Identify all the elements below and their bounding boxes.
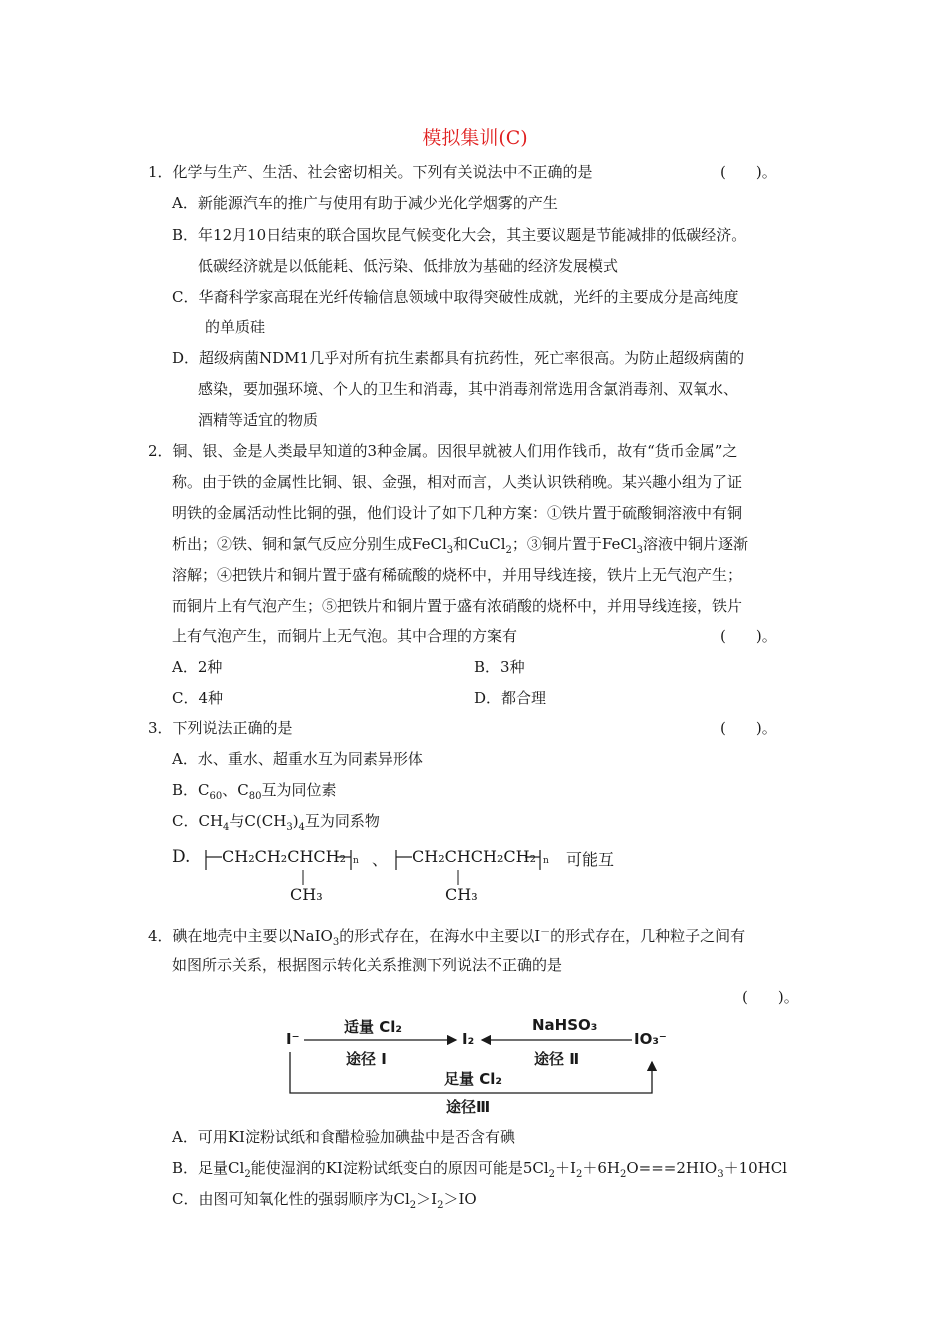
- answer-blank: ( )。: [720, 163, 777, 181]
- q2-line4-part4: 溶液中铜片逐渐: [643, 535, 749, 553]
- text: ＞I: [416, 1190, 438, 1208]
- subscript: 2: [409, 1200, 417, 1211]
- text: B．足量Cl: [172, 1159, 245, 1177]
- path-1-label: 途径 Ⅰ: [346, 1050, 387, 1068]
- species-iodine: I₂: [462, 1030, 475, 1048]
- q4-option-a: A．可用KI淀粉试纸和食醋检验加碘盐中是否含有碘: [172, 1128, 515, 1146]
- q2-line4-part3: ；③铜片置于FeCl: [511, 535, 637, 553]
- subscript: 3: [446, 545, 454, 556]
- q1-stem: 1．化学与生产、生活、社会密切相关。下列有关说法中不正确的是: [148, 163, 593, 181]
- q3-stem: 3．下列说法正确的是: [148, 719, 293, 737]
- species-iodate: IO₃⁻: [634, 1030, 667, 1048]
- polymer-1-n: n: [353, 856, 359, 866]
- path-3-label: 途径Ⅲ: [446, 1098, 491, 1116]
- text: 4．碘在地壳中主要以NaIO: [148, 927, 333, 945]
- text: 的形式存在，几种粒子之间有: [550, 927, 746, 945]
- text: ＋10HCl: [723, 1159, 788, 1177]
- q3-option-c: [172, 810, 380, 833]
- q2-line5: 溶解；④把铁片和铜片置于盛有稀硫酸的烧杯中，并用导线连接，铁片上无气泡产生；: [172, 566, 743, 584]
- text: ＋I: [555, 1159, 576, 1177]
- q2-line2: 称。由于铁的金属性比铜、银、金强，相对而言，人类认识铁稍晚。某兴趣小组为了证: [172, 473, 743, 491]
- q3-option-d-text: 可能互: [566, 850, 615, 869]
- text: 能使湿润的KI淀粉试纸变白的原因可能是5Cl: [250, 1159, 549, 1177]
- subscript: 2: [505, 545, 512, 556]
- q2-option-c: C．4种: [172, 689, 224, 707]
- q3-option-d-label: D.: [172, 847, 191, 867]
- text: C．由图可知氧化性的强弱顺序为Cl: [172, 1190, 410, 1208]
- q2-line7: 上有气泡产生，而铜片上无气泡。其中合理的方案有: [172, 627, 518, 645]
- q1-option-d-line1: D．超级病菌NDM1几乎对所有抗生素都具有抗药性，死亡率很高。为防止超级病菌的: [172, 349, 745, 367]
- answer-blank: ( )。: [720, 719, 777, 737]
- polymer-2-n: n: [543, 856, 549, 866]
- subscript: 2: [619, 1169, 627, 1180]
- q2-line4-part2: 和CuCl: [453, 535, 506, 553]
- q1-option-a: A．新能源汽车的推广与使用有助于减少光化学烟雾的产生: [172, 194, 558, 212]
- q1-option-d-line3: 酒精等适宜的物质: [198, 411, 319, 429]
- polymer-2-methyl: CH₃: [445, 885, 478, 904]
- polymer-1-chain: CH₂CH₂CHCH₂: [222, 847, 347, 866]
- subscript: 80: [248, 791, 262, 802]
- q2-line1: 2．铜、银、金是人类最早知道的3种金属。因很早就被人们用作钱币，故有“货币金属”之: [148, 442, 738, 460]
- q1-option-c-line1: C．华裔科学家高琨在光纤传输信息领域中取得突破性成就，光纤的主要成分是高纯度: [172, 288, 739, 306]
- answer-blank: ( )。: [742, 988, 799, 1006]
- subscript: 2: [244, 1169, 251, 1180]
- text: 与C(CH: [229, 812, 287, 830]
- reagent-cl2-moderate: 适量 Cl₂: [344, 1018, 402, 1036]
- reagent-nahso3: NaHSO₃: [532, 1016, 598, 1034]
- q2-line3: 明铁的金属活动性比铜的强，他们设计了如下几种方案：①铁片置于硫酸铜溶液中有铜: [172, 504, 743, 522]
- subscript: 3: [332, 937, 340, 948]
- q3-option-a: A．水、重水、超重水互为同素异形体: [172, 750, 423, 768]
- subscript: 3: [286, 822, 293, 833]
- species-iodide: I⁻: [286, 1030, 300, 1048]
- subscript: 2: [548, 1169, 556, 1180]
- text: 互为同系物: [304, 812, 380, 830]
- superscript: －: [540, 927, 551, 938]
- reagent-cl2-excess: 足量 Cl₂: [444, 1070, 502, 1088]
- subscript: 60: [209, 791, 223, 802]
- q1-option-b-line2: 低碳经济就是以低能耗、低污染、低排放为基础的经济发展模式: [198, 257, 619, 275]
- q1-option-d-line2: 感染，要加强环境、个人的卫生和消毒，其中消毒剂常选用含氯消毒剂、双氧水、: [198, 380, 739, 398]
- q2-line6: 而铜片上有气泡产生；⑤把铁片和铜片置于盛有浓硝酸的烧杯中，并用导线连接，铁片: [172, 597, 743, 615]
- text: 的形式存在，在海水中主要以I: [339, 927, 541, 945]
- q4-option-b: [172, 1157, 787, 1180]
- q2-option-d: D．都合理: [474, 689, 547, 707]
- polymer-1-methyl: CH₃: [290, 885, 323, 904]
- subscript: 4: [223, 822, 230, 833]
- text: ＞IO: [443, 1190, 477, 1208]
- subscript: 2: [575, 1169, 583, 1180]
- q1-option-c-line2: 的单质硅: [205, 318, 266, 336]
- q4-option-c: [172, 1188, 477, 1211]
- q4-line1: [148, 923, 745, 948]
- separator: 、: [372, 850, 389, 869]
- q3-option-b: [172, 779, 336, 802]
- path-2-label: 途径 Ⅱ: [534, 1050, 580, 1068]
- text: C．CH: [172, 812, 224, 830]
- subscript: 3: [717, 1169, 724, 1180]
- text: ＋6H: [582, 1159, 620, 1177]
- subscript: 2: [437, 1200, 444, 1211]
- text: ): [292, 812, 299, 830]
- polymer-2-chain: CH₂CHCH₂CH₂: [412, 847, 537, 866]
- q2-option-b: B．3种: [474, 658, 525, 676]
- page-title: 模拟集训(C): [422, 127, 528, 149]
- q2-line4-part1: 析出；②铁、铜和氯气反应分别生成FeCl: [172, 535, 447, 553]
- text: 互为同位素: [261, 781, 337, 799]
- text: 、C: [222, 781, 249, 799]
- answer-blank: ( )。: [720, 627, 777, 645]
- q4-line2: 如图所示关系，根据图示转化关系推测下列说法不正确的是: [172, 956, 563, 974]
- text: B．C: [172, 781, 210, 799]
- text: O===2HIO: [626, 1159, 718, 1177]
- q2-line4: [172, 533, 748, 556]
- q2-option-a: A．2种: [172, 658, 223, 676]
- subscript: 4: [298, 822, 305, 833]
- subscript: 3: [636, 545, 644, 556]
- q1-option-b-line1: B．年12月10日结束的联合国坎昆气候变化大会，其主要议题是节能减排的低碳经济。: [172, 226, 747, 244]
